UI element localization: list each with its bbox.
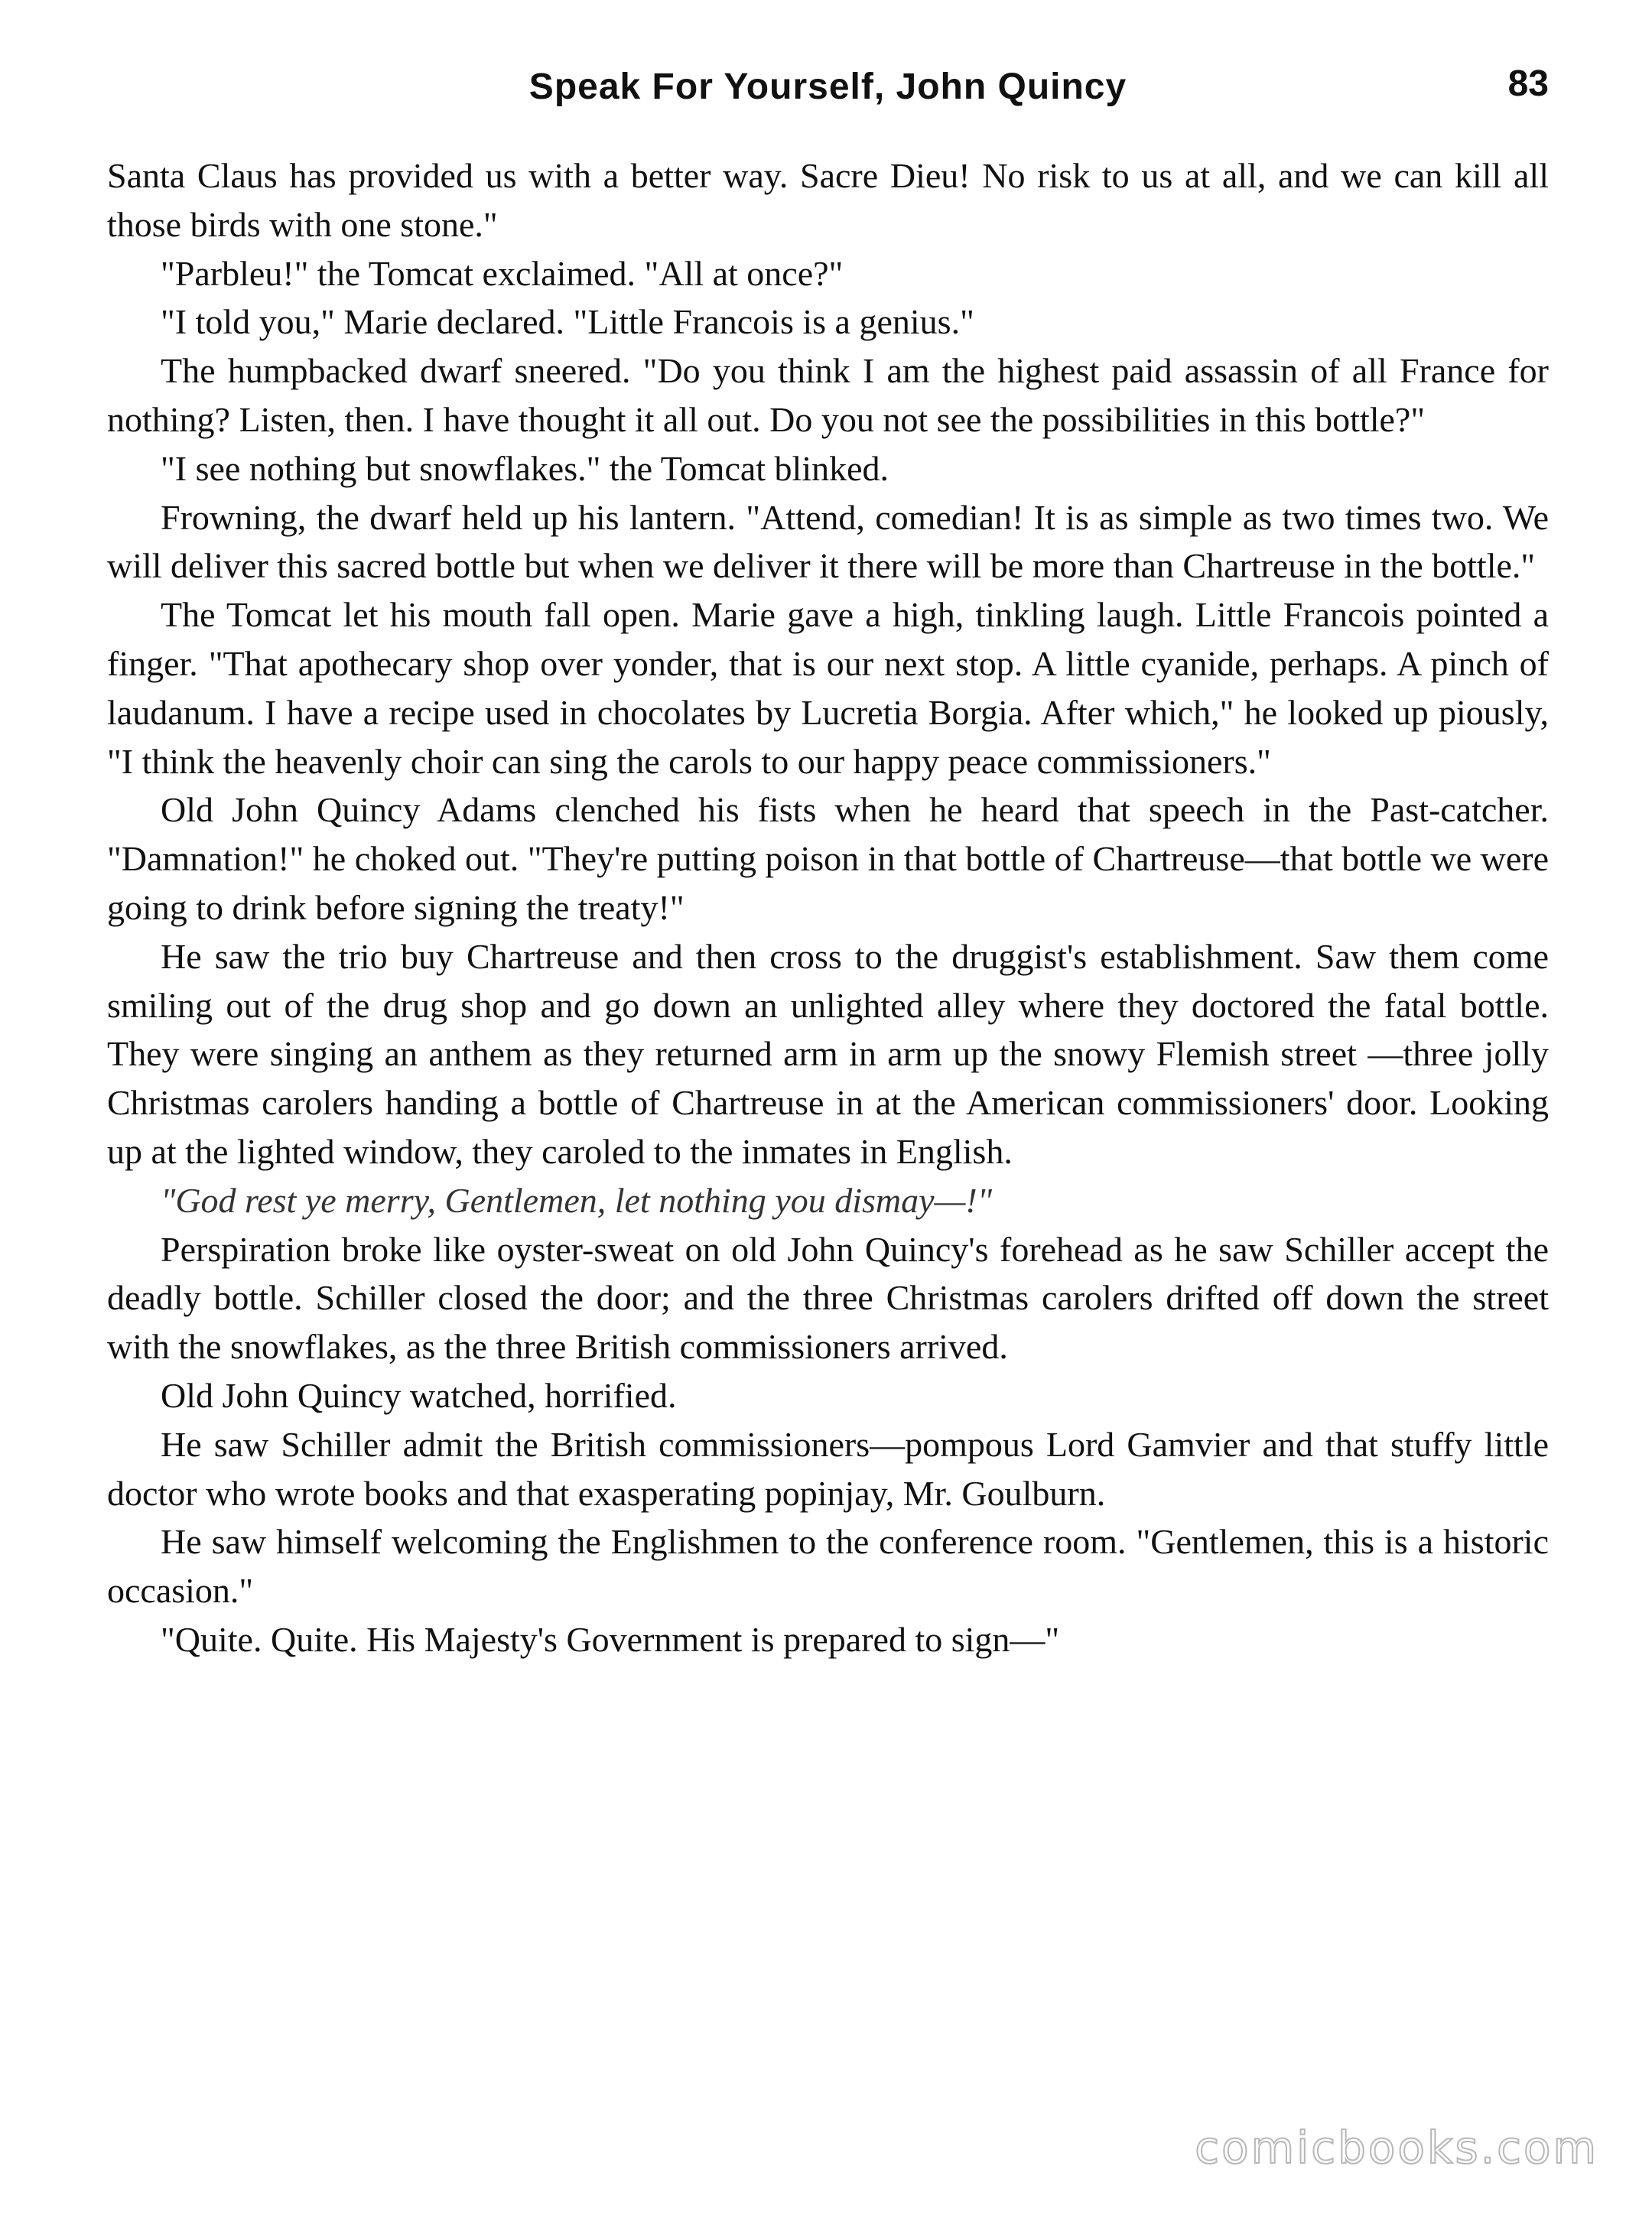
paragraph: He saw the trio buy Chartreuse and then cross to the druggist's establishment. Saw them come smiling out of the drug shop and go down an unlighted alley where they doctored the fatal bottle. They were singing an anthem as they returned arm in arm up the snowy Flemish street —three jolly Christmas carolers handing a bottle of Chartreuse in at the American commissioners' door. Looking up at the lighted window, they caroled to the inmates in English.	[107, 936, 1549, 1171]
paragraph: He saw himself welcoming the Englishmen to the conference room. "Gentlemen, this is a historic occasion."	[107, 1522, 1549, 1611]
page-header	[107, 63, 1549, 135]
paragraph: He saw Schiller admit the British commissioners—pompous Lord Gamvier and that stuffy little doctor who wrote books and that exasperating popinjay, Mr. Goulburn.	[107, 1424, 1549, 1513]
paragraph: The Tomcat let his mouth fall open. Marie gave a high, tinkling laugh. Little Francois pointed a finger. "That apothecary shop over yonder, that is our next stop. A little cyanide, perhaps. A pinch of laudanum. I have a recipe used in chocolates by Lucretia Borgia. After which," he looked up piously, "I think the heavenly choir can sing the carols to our happy peace commissioners."	[107, 595, 1549, 781]
paragraph: Old John Quincy Adams clenched his fists when he heard that speech in the Past-catcher. "Damnation!" he choked out. "They're putting poison in that bottle of Chartreuse—that bottle we were going to drink before signing the treaty!"	[107, 790, 1549, 927]
paragraph: "I told you," Marie declared. "Little Francois is a genius."	[161, 302, 974, 342]
carol-line: "God rest ye merry, Gentlemen, let nothing you dismay—!"	[161, 1180, 993, 1220]
paragraph: Old John Quincy watched, horrified.	[161, 1375, 677, 1415]
page-number: 83	[1507, 63, 1549, 104]
paragraph: Perspiration broke like oyster-sweat on old John Quincy's forehead as he saw Schiller accept the deadly bottle. Schiller closed the door; and the three Christmas carolers drifted off down the street with the snowflakes, as the three British commissioners arrived.	[107, 1229, 1549, 1367]
body-text	[107, 151, 1549, 1664]
watermark: comicbooks.com	[1195, 2122, 1598, 2174]
running-title: Speak For Yourself, John Quincy	[528, 67, 1127, 107]
paragraph: The humpbacked dwarf sneered. "Do you think I am the highest paid assassin of all France for nothing? Listen, then. I have thought it all out. Do you not see the possibilities in this bottle?"	[107, 351, 1549, 439]
paragraph: "Quite. Quite. His Majesty's Government is prepared to sign—"	[161, 1619, 1060, 1659]
paragraph: "Parbleu!" the Tomcat exclaimed. "All at once?"	[161, 253, 844, 293]
paragraph: Santa Claus has provided us with a better way. Sacre Dieu! No risk to us at all, and we can kill all those birds with one stone."	[107, 156, 1549, 244]
page	[107, 63, 1549, 2177]
paragraph: "I see nothing but snowflakes." the Tomcat blinked.	[161, 448, 889, 488]
paragraph: Frowning, the dwarf held up his lantern. "Attend, comedian! It is as simple as two times two. We will deliver this sacred bottle but when we deliver it there will be more than Chartreuse in the bottle."	[107, 497, 1549, 586]
